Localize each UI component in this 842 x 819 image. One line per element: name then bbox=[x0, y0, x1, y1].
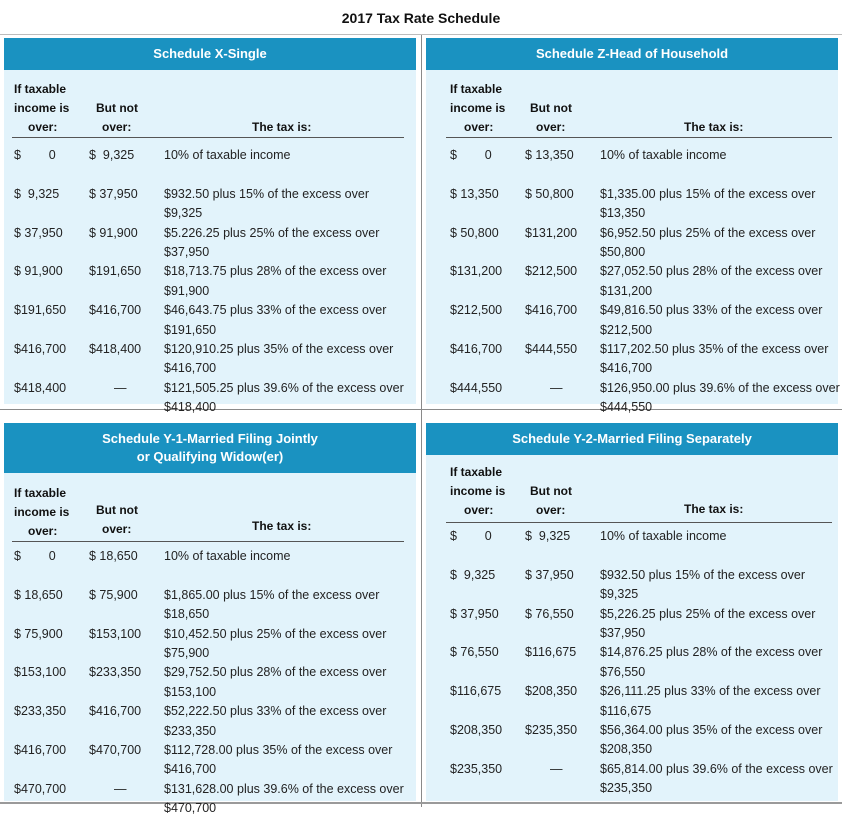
table-row bbox=[450, 224, 842, 263]
cell-tax: $52,222.50 plus 33% of the excess over $233,350 bbox=[164, 704, 387, 738]
table-row bbox=[14, 340, 414, 379]
cell-not-over: $153,100 bbox=[89, 626, 142, 641]
cell-over: $233,350 bbox=[14, 704, 67, 719]
table-row bbox=[14, 741, 414, 780]
cell-over: $212,500 bbox=[450, 303, 503, 318]
cell-not-over: $470,700 bbox=[89, 743, 142, 757]
cell-not-over: $131,200 bbox=[525, 225, 578, 240]
cell-over: $235,350 bbox=[450, 761, 503, 776]
cell-tax: 10% of taxable income bbox=[600, 148, 727, 162]
table-row bbox=[14, 379, 414, 418]
table-row bbox=[450, 682, 842, 721]
cell-not-over: $233,350 bbox=[89, 665, 142, 680]
header-col1: If taxable income is over: bbox=[450, 82, 506, 134]
cell-tax: $49,816.50 plus 33% of the excess over $212,500 bbox=[600, 303, 823, 337]
cell-tax: $126,950.00 plus 39.6% of the excess over $444,550 bbox=[600, 380, 840, 415]
cell-over: $ 9,325 bbox=[14, 186, 60, 201]
cell-over: $416,700 bbox=[14, 743, 67, 757]
schedule-z-panel bbox=[426, 38, 840, 415]
cell-not-over: $444,550 bbox=[525, 342, 578, 356]
header-col1: If taxable income is over: bbox=[14, 486, 70, 538]
table-row bbox=[450, 721, 842, 760]
cell-not-over: $ 13,350 bbox=[525, 148, 574, 162]
cell-over: $418,400 bbox=[14, 380, 67, 395]
cell-not-over: $416,700 bbox=[89, 303, 142, 318]
table-row bbox=[14, 702, 414, 741]
table-row bbox=[450, 340, 842, 379]
cell-over: $ 18,650 bbox=[14, 587, 63, 602]
header-col2: But not over: bbox=[530, 484, 572, 517]
cell-not-over: $ 50,800 bbox=[525, 186, 574, 201]
cell-tax: $1,335.00 plus 15% of the excess over $13,350 bbox=[600, 186, 816, 221]
table-row bbox=[450, 185, 842, 224]
cell-tax: $26,111.25 plus 33% of the excess over $116,675 bbox=[600, 684, 821, 718]
cell-over: $ 37,950 bbox=[14, 225, 63, 240]
table-row bbox=[450, 643, 842, 682]
cell-over: $444,550 bbox=[450, 380, 503, 395]
cell-tax: $14,876.25 plus 28% of the excess over $76,550 bbox=[600, 645, 823, 679]
cell-not-over: $416,700 bbox=[525, 303, 578, 318]
header-col3: The tax is: bbox=[252, 120, 312, 134]
cell-tax: $117,202.50 plus 35% of the excess over $416,700 bbox=[600, 342, 829, 376]
cell-tax: $131,628.00 plus 39.6% of the excess over $470,700 bbox=[164, 781, 404, 816]
cell-over: $ 0 bbox=[450, 148, 492, 162]
cell-over: $153,100 bbox=[14, 665, 67, 680]
cell-over: $ 50,800 bbox=[450, 225, 499, 240]
header-col3: The tax is: bbox=[684, 120, 744, 134]
cell-over: $ 75,900 bbox=[14, 626, 63, 641]
cell-tax: 10% of taxable income bbox=[600, 529, 727, 543]
cell-not-over: — bbox=[114, 781, 127, 796]
cell-over: $ 37,950 bbox=[450, 606, 499, 621]
table-row bbox=[450, 146, 842, 185]
header-col2: But not over: bbox=[530, 101, 572, 134]
cell-over: $ 13,350 bbox=[450, 186, 499, 201]
cell-not-over: $ 76,550 bbox=[525, 606, 574, 621]
header-col3: The tax is: bbox=[252, 519, 312, 533]
cell-over: $ 0 bbox=[14, 549, 56, 563]
cell-tax: $120,910.25 plus 35% of the excess over $416,700 bbox=[164, 342, 394, 376]
cell-tax: $5.226.25 plus 25% of the excess over $37,950 bbox=[164, 225, 380, 259]
cell-tax: $65,814.00 plus 39.6% of the excess over $235,350 bbox=[600, 761, 833, 796]
table-row bbox=[450, 760, 842, 799]
cell-over: $191,650 bbox=[14, 303, 67, 318]
table-row bbox=[450, 262, 842, 301]
table-row bbox=[14, 586, 414, 625]
cell-not-over: $ 9,325 bbox=[89, 148, 135, 162]
cell-not-over: $ 9,325 bbox=[525, 529, 571, 543]
cell-over: $208,350 bbox=[450, 723, 503, 737]
cell-not-over: $416,700 bbox=[89, 704, 142, 719]
header-col2: But not over: bbox=[96, 101, 138, 134]
cell-tax: $1,865.00 plus 15% of the excess over $18,650 bbox=[164, 587, 380, 622]
cell-over: $ 0 bbox=[14, 148, 56, 162]
cell-not-over: $212,500 bbox=[525, 264, 578, 279]
cell-tax: $56,364.00 plus 35% of the excess over $208,350 bbox=[600, 723, 823, 757]
column-divider-top bbox=[421, 35, 422, 409]
cell-not-over: $208,350 bbox=[525, 684, 578, 699]
cell-not-over: $ 75,900 bbox=[89, 587, 138, 602]
cell-tax: $6,952.50 plus 25% of the excess over $50,800 bbox=[600, 225, 816, 259]
cell-tax: $121,505.25 plus 39.6% of the excess over $418,400 bbox=[164, 380, 404, 415]
cell-tax: $5,226.25 plus 25% of the excess over $37,950 bbox=[600, 606, 816, 640]
cell-tax: $112,728.00 plus 35% of the excess over $416,700 bbox=[164, 743, 393, 777]
cell-tax: 10% of taxable income bbox=[164, 148, 291, 162]
schedule-title: Schedule Y-1-Married Filing Jointly or Qualifying Widow(er) bbox=[4, 423, 416, 473]
cell-not-over: $235,350 bbox=[525, 723, 578, 737]
table-row bbox=[14, 547, 414, 586]
header-rule bbox=[446, 137, 832, 138]
cell-over: $416,700 bbox=[14, 342, 67, 356]
header-col1: If taxable income is over: bbox=[14, 82, 70, 134]
table-row bbox=[450, 566, 842, 605]
cell-tax: $27,052.50 plus 28% of the excess over $131,200 bbox=[600, 264, 823, 298]
cell-over: $131,200 bbox=[450, 264, 503, 279]
table-row bbox=[450, 527, 842, 566]
table-row bbox=[14, 262, 414, 301]
table-row bbox=[450, 605, 842, 644]
cell-tax: $18,713.75 plus 28% of the excess over $91,900 bbox=[164, 264, 387, 298]
schedule-title: Schedule Z-Head of Household bbox=[426, 38, 838, 70]
cell-over: $116,675 bbox=[450, 684, 502, 699]
cell-not-over: $ 37,950 bbox=[525, 567, 574, 582]
header-rule bbox=[446, 522, 832, 523]
cell-over: $ 0 bbox=[450, 529, 492, 543]
cell-over: $ 91,900 bbox=[14, 264, 63, 279]
table-row bbox=[14, 224, 414, 263]
cell-tax: $932.50 plus 15% of the excess over $9,325 bbox=[600, 567, 805, 602]
table-row bbox=[14, 663, 414, 702]
cell-tax: $932.50 plus 15% of the excess over $9,325 bbox=[164, 186, 369, 221]
cell-not-over: $ 37,950 bbox=[89, 186, 138, 201]
header-col3: The tax is: bbox=[684, 502, 744, 516]
table-row bbox=[14, 625, 414, 664]
cell-not-over: $418,400 bbox=[89, 342, 142, 356]
cell-tax: $46,643.75 plus 33% of the excess over $191,650 bbox=[164, 303, 387, 337]
cell-not-over: $ 18,650 bbox=[89, 549, 138, 563]
header-rule bbox=[12, 137, 404, 138]
cell-tax: $10,452.50 plus 25% of the excess over $75,900 bbox=[164, 626, 387, 660]
cell-not-over: — bbox=[114, 380, 127, 395]
table-row bbox=[14, 301, 414, 340]
schedule-x-panel bbox=[4, 38, 416, 415]
cell-tax: $29,752.50 plus 28% of the excess over $153,100 bbox=[164, 665, 387, 699]
cell-over: $ 76,550 bbox=[450, 645, 499, 660]
cell-not-over: — bbox=[550, 380, 563, 395]
schedule-y1-panel bbox=[4, 423, 416, 816]
header-rule bbox=[12, 541, 404, 542]
schedule-title: Schedule X-Single bbox=[4, 38, 416, 70]
cell-over: $470,700 bbox=[14, 781, 67, 796]
cell-not-over: — bbox=[550, 761, 563, 776]
cell-over: $416,700 bbox=[450, 342, 503, 356]
table-row bbox=[14, 780, 414, 819]
cell-tax: 10% of taxable income bbox=[164, 549, 291, 563]
header-col1: If taxable income is over: bbox=[450, 465, 506, 517]
table-row bbox=[450, 379, 842, 418]
schedule-title: Schedule Y-2-Married Filing Separately bbox=[426, 423, 838, 455]
page-title: 2017 Tax Rate Schedule bbox=[341, 10, 501, 26]
cell-over: $ 9,325 bbox=[450, 567, 496, 582]
table-row bbox=[450, 301, 842, 340]
column-divider-bottom bbox=[421, 410, 422, 807]
cell-not-over: $ 91,900 bbox=[89, 225, 138, 240]
table-row bbox=[14, 146, 414, 185]
schedule-y2-panel bbox=[426, 423, 838, 801]
cell-not-over: $191,650 bbox=[89, 264, 142, 279]
cell-not-over: $116,675 bbox=[525, 645, 577, 660]
header-col2: But not over: bbox=[96, 503, 138, 536]
table-row bbox=[14, 185, 414, 224]
